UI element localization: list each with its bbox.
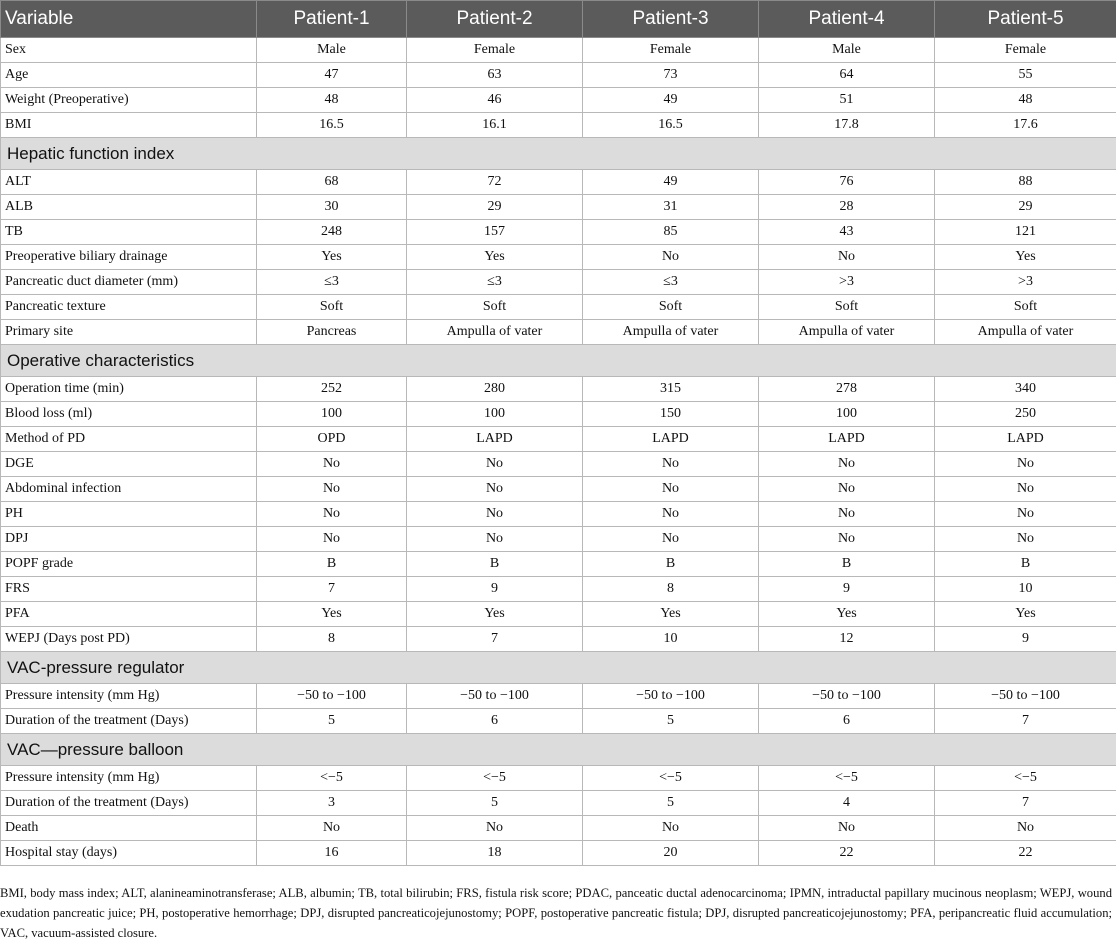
row-label: BMI bbox=[1, 113, 257, 138]
cell-patient-4: 76 bbox=[759, 170, 935, 195]
cell-patient-4: No bbox=[759, 502, 935, 527]
cell-patient-2: 46 bbox=[407, 88, 583, 113]
cell-patient-2: 18 bbox=[407, 841, 583, 866]
table-row bbox=[1, 113, 1116, 138]
cell-patient-2: 280 bbox=[407, 377, 583, 402]
table-row bbox=[1, 684, 1116, 709]
cell-patient-4: No bbox=[759, 245, 935, 270]
cell-patient-3: 49 bbox=[583, 170, 759, 195]
cell-patient-5: No bbox=[935, 502, 1116, 527]
cell-patient-1: Soft bbox=[257, 295, 407, 320]
row-label: Pancreatic texture bbox=[1, 295, 257, 320]
row-label: Sex bbox=[1, 38, 257, 63]
cell-patient-5: LAPD bbox=[935, 427, 1116, 452]
cell-patient-1: 100 bbox=[257, 402, 407, 427]
cell-patient-5: 29 bbox=[935, 195, 1116, 220]
cell-patient-4: Yes bbox=[759, 602, 935, 627]
cell-patient-5: No bbox=[935, 816, 1116, 841]
cell-patient-5: 9 bbox=[935, 627, 1116, 652]
row-label: Duration of the treatment (Days) bbox=[1, 791, 257, 816]
cell-patient-3: Yes bbox=[583, 602, 759, 627]
row-label: PFA bbox=[1, 602, 257, 627]
cell-patient-2: 9 bbox=[407, 577, 583, 602]
table-footnote: BMI, body mass index; ALT, alanineaminotransferase; ALB, albumin; TB, total bilirubin; FRS, fistula risk score; PDAC, panceatic ductal adenocarcinoma; IPMN, intraductal papillary mucinous neoplasm; WEPJ, wound exudation pancreatic juice; PH, postoperative hemorrhage; DPJ, disrupted pancreaticojejunostomy; POPF, postoperative pancreatic fistula; DPJ, disrupted pancreaticojejunostomy; PFA, peripancreatic fluid accumulation; VAC, vacuum-assisted closure. bbox=[0, 883, 1112, 943]
row-label: PH bbox=[1, 502, 257, 527]
cell-patient-1: B bbox=[257, 552, 407, 577]
cell-patient-1: 5 bbox=[257, 709, 407, 734]
section-title: VAC—pressure balloon bbox=[1, 734, 1116, 766]
cell-patient-5: −50 to −100 bbox=[935, 684, 1116, 709]
row-label: Method of PD bbox=[1, 427, 257, 452]
cell-patient-2: Soft bbox=[407, 295, 583, 320]
cell-patient-5: 88 bbox=[935, 170, 1116, 195]
row-label: Primary site bbox=[1, 320, 257, 345]
cell-patient-2: LAPD bbox=[407, 427, 583, 452]
row-label: Pressure intensity (mm Hg) bbox=[1, 766, 257, 791]
cell-patient-4: No bbox=[759, 477, 935, 502]
cell-patient-2: Yes bbox=[407, 245, 583, 270]
cell-patient-5: 22 bbox=[935, 841, 1116, 866]
row-label: TB bbox=[1, 220, 257, 245]
cell-patient-1: 252 bbox=[257, 377, 407, 402]
cell-patient-1: 248 bbox=[257, 220, 407, 245]
cell-patient-3: 73 bbox=[583, 63, 759, 88]
table-row bbox=[1, 577, 1116, 602]
cell-patient-4: >3 bbox=[759, 270, 935, 295]
cell-patient-2: 63 bbox=[407, 63, 583, 88]
row-label: Operation time (min) bbox=[1, 377, 257, 402]
cell-patient-1: 16 bbox=[257, 841, 407, 866]
table-row bbox=[1, 88, 1116, 113]
section-header bbox=[1, 652, 1116, 684]
cell-patient-3: 8 bbox=[583, 577, 759, 602]
cell-patient-1: 8 bbox=[257, 627, 407, 652]
table-row bbox=[1, 709, 1116, 734]
table-row bbox=[1, 170, 1116, 195]
header-patient-2: Patient-2 bbox=[407, 1, 583, 38]
cell-patient-5: Female bbox=[935, 38, 1116, 63]
cell-patient-4: 6 bbox=[759, 709, 935, 734]
row-label: Age bbox=[1, 63, 257, 88]
table-row bbox=[1, 452, 1116, 477]
header-patient-1: Patient-1 bbox=[257, 1, 407, 38]
table-row bbox=[1, 602, 1116, 627]
cell-patient-3: 150 bbox=[583, 402, 759, 427]
row-label: Blood loss (ml) bbox=[1, 402, 257, 427]
table-row bbox=[1, 552, 1116, 577]
row-label: WEPJ (Days post PD) bbox=[1, 627, 257, 652]
cell-patient-2: Yes bbox=[407, 602, 583, 627]
table-row bbox=[1, 841, 1116, 866]
cell-patient-1: 68 bbox=[257, 170, 407, 195]
cell-patient-3: ≤3 bbox=[583, 270, 759, 295]
table-row bbox=[1, 402, 1116, 427]
cell-patient-4: LAPD bbox=[759, 427, 935, 452]
cell-patient-4: 100 bbox=[759, 402, 935, 427]
cell-patient-4: 12 bbox=[759, 627, 935, 652]
cell-patient-2: B bbox=[407, 552, 583, 577]
cell-patient-5: >3 bbox=[935, 270, 1116, 295]
cell-patient-3: No bbox=[583, 527, 759, 552]
cell-patient-1: No bbox=[257, 527, 407, 552]
cell-patient-4: Male bbox=[759, 38, 935, 63]
row-label: POPF grade bbox=[1, 552, 257, 577]
cell-patient-1: Yes bbox=[257, 245, 407, 270]
cell-patient-3: Female bbox=[583, 38, 759, 63]
cell-patient-4: 17.8 bbox=[759, 113, 935, 138]
cell-patient-2: Female bbox=[407, 38, 583, 63]
cell-patient-3: 16.5 bbox=[583, 113, 759, 138]
cell-patient-2: 157 bbox=[407, 220, 583, 245]
table-row bbox=[1, 320, 1116, 345]
cell-patient-3: Ampulla of vater bbox=[583, 320, 759, 345]
table-row bbox=[1, 477, 1116, 502]
cell-patient-4: Ampulla of vater bbox=[759, 320, 935, 345]
cell-patient-1: Yes bbox=[257, 602, 407, 627]
table-header bbox=[1, 1, 1116, 38]
table-row bbox=[1, 63, 1116, 88]
header-patient-5: Patient-5 bbox=[935, 1, 1116, 38]
table-row bbox=[1, 791, 1116, 816]
row-label: DPJ bbox=[1, 527, 257, 552]
cell-patient-3: No bbox=[583, 477, 759, 502]
cell-patient-4: 4 bbox=[759, 791, 935, 816]
cell-patient-1: No bbox=[257, 502, 407, 527]
section-title: VAC-pressure regulator bbox=[1, 652, 1116, 684]
cell-patient-1: −50 to −100 bbox=[257, 684, 407, 709]
cell-patient-5: 17.6 bbox=[935, 113, 1116, 138]
cell-patient-2: 6 bbox=[407, 709, 583, 734]
table-row bbox=[1, 295, 1116, 320]
row-label: Death bbox=[1, 816, 257, 841]
header-patient-4: Patient-4 bbox=[759, 1, 935, 38]
cell-patient-5: Ampulla of vater bbox=[935, 320, 1116, 345]
row-label: Duration of the treatment (Days) bbox=[1, 709, 257, 734]
row-label: ALB bbox=[1, 195, 257, 220]
cell-patient-3: 315 bbox=[583, 377, 759, 402]
cell-patient-4: −50 to −100 bbox=[759, 684, 935, 709]
cell-patient-2: No bbox=[407, 502, 583, 527]
cell-patient-2: −50 to −100 bbox=[407, 684, 583, 709]
cell-patient-3: 20 bbox=[583, 841, 759, 866]
table-row bbox=[1, 245, 1116, 270]
table-row bbox=[1, 427, 1116, 452]
cell-patient-3: No bbox=[583, 502, 759, 527]
section-header bbox=[1, 138, 1116, 170]
cell-patient-1: Pancreas bbox=[257, 320, 407, 345]
cell-patient-2: 72 bbox=[407, 170, 583, 195]
row-label: Preoperative biliary drainage bbox=[1, 245, 257, 270]
cell-patient-5: 250 bbox=[935, 402, 1116, 427]
cell-patient-1: <−5 bbox=[257, 766, 407, 791]
cell-patient-2: 29 bbox=[407, 195, 583, 220]
cell-patient-5: 55 bbox=[935, 63, 1116, 88]
cell-patient-5: Yes bbox=[935, 245, 1116, 270]
row-label: Pancreatic duct diameter (mm) bbox=[1, 270, 257, 295]
row-label: DGE bbox=[1, 452, 257, 477]
row-label: Weight (Preoperative) bbox=[1, 88, 257, 113]
cell-patient-5: 10 bbox=[935, 577, 1116, 602]
cell-patient-3: 31 bbox=[583, 195, 759, 220]
cell-patient-3: 10 bbox=[583, 627, 759, 652]
cell-patient-4: Soft bbox=[759, 295, 935, 320]
cell-patient-5: Yes bbox=[935, 602, 1116, 627]
cell-patient-4: 22 bbox=[759, 841, 935, 866]
cell-patient-1: 30 bbox=[257, 195, 407, 220]
section-title: Operative characteristics bbox=[1, 345, 1116, 377]
cell-patient-3: 5 bbox=[583, 709, 759, 734]
cell-patient-1: 7 bbox=[257, 577, 407, 602]
cell-patient-3: No bbox=[583, 452, 759, 477]
cell-patient-3: No bbox=[583, 816, 759, 841]
table-row bbox=[1, 502, 1116, 527]
cell-patient-1: No bbox=[257, 477, 407, 502]
cell-patient-1: 16.5 bbox=[257, 113, 407, 138]
table-row bbox=[1, 527, 1116, 552]
cell-patient-4: No bbox=[759, 527, 935, 552]
cell-patient-2: Ampulla of vater bbox=[407, 320, 583, 345]
header-patient-3: Patient-3 bbox=[583, 1, 759, 38]
cell-patient-3: LAPD bbox=[583, 427, 759, 452]
row-label: Abdominal infection bbox=[1, 477, 257, 502]
header-row bbox=[1, 1, 1116, 38]
cell-patient-2: No bbox=[407, 452, 583, 477]
row-label: Pressure intensity (mm Hg) bbox=[1, 684, 257, 709]
row-label: ALT bbox=[1, 170, 257, 195]
cell-patient-1: ≤3 bbox=[257, 270, 407, 295]
cell-patient-3: <−5 bbox=[583, 766, 759, 791]
cell-patient-5: 7 bbox=[935, 709, 1116, 734]
cell-patient-4: 64 bbox=[759, 63, 935, 88]
cell-patient-3: 5 bbox=[583, 791, 759, 816]
cell-patient-2: 100 bbox=[407, 402, 583, 427]
table-row bbox=[1, 220, 1116, 245]
cell-patient-2: 7 bbox=[407, 627, 583, 652]
cell-patient-3: 49 bbox=[583, 88, 759, 113]
cell-patient-4: <−5 bbox=[759, 766, 935, 791]
cell-patient-5: B bbox=[935, 552, 1116, 577]
cell-patient-4: 28 bbox=[759, 195, 935, 220]
cell-patient-2: No bbox=[407, 477, 583, 502]
cell-patient-5: 121 bbox=[935, 220, 1116, 245]
table-row bbox=[1, 195, 1116, 220]
cell-patient-2: No bbox=[407, 816, 583, 841]
cell-patient-3: −50 to −100 bbox=[583, 684, 759, 709]
table-row bbox=[1, 766, 1116, 791]
cell-patient-4: 43 bbox=[759, 220, 935, 245]
cell-patient-2: 5 bbox=[407, 791, 583, 816]
table-row bbox=[1, 627, 1116, 652]
cell-patient-1: 3 bbox=[257, 791, 407, 816]
cell-patient-3: B bbox=[583, 552, 759, 577]
cell-patient-5: <−5 bbox=[935, 766, 1116, 791]
section-title: Hepatic function index bbox=[1, 138, 1116, 170]
table-row bbox=[1, 816, 1116, 841]
section-header bbox=[1, 345, 1116, 377]
cell-patient-4: No bbox=[759, 816, 935, 841]
table-body bbox=[1, 38, 1116, 866]
table-row bbox=[1, 38, 1116, 63]
cell-patient-5: 7 bbox=[935, 791, 1116, 816]
cell-patient-3: Soft bbox=[583, 295, 759, 320]
cell-patient-5: Soft bbox=[935, 295, 1116, 320]
cell-patient-1: No bbox=[257, 816, 407, 841]
row-label: Hospital stay (days) bbox=[1, 841, 257, 866]
table-row bbox=[1, 377, 1116, 402]
cell-patient-2: <−5 bbox=[407, 766, 583, 791]
cell-patient-2: No bbox=[407, 527, 583, 552]
cell-patient-1: 48 bbox=[257, 88, 407, 113]
cell-patient-4: B bbox=[759, 552, 935, 577]
cell-patient-1: No bbox=[257, 452, 407, 477]
cell-patient-3: 85 bbox=[583, 220, 759, 245]
cell-patient-3: No bbox=[583, 245, 759, 270]
cell-patient-4: No bbox=[759, 452, 935, 477]
cell-patient-5: 48 bbox=[935, 88, 1116, 113]
cell-patient-1: OPD bbox=[257, 427, 407, 452]
cell-patient-5: No bbox=[935, 527, 1116, 552]
cell-patient-2: 16.1 bbox=[407, 113, 583, 138]
cell-patient-2: ≤3 bbox=[407, 270, 583, 295]
cell-patient-5: No bbox=[935, 477, 1116, 502]
cell-patient-4: 278 bbox=[759, 377, 935, 402]
cell-patient-5: No bbox=[935, 452, 1116, 477]
section-header bbox=[1, 734, 1116, 766]
header-variable: Variable bbox=[1, 1, 257, 38]
row-label: FRS bbox=[1, 577, 257, 602]
cell-patient-4: 9 bbox=[759, 577, 935, 602]
cell-patient-1: 47 bbox=[257, 63, 407, 88]
table-row bbox=[1, 270, 1116, 295]
cell-patient-5: 340 bbox=[935, 377, 1116, 402]
cell-patient-1: Male bbox=[257, 38, 407, 63]
cell-patient-4: 51 bbox=[759, 88, 935, 113]
